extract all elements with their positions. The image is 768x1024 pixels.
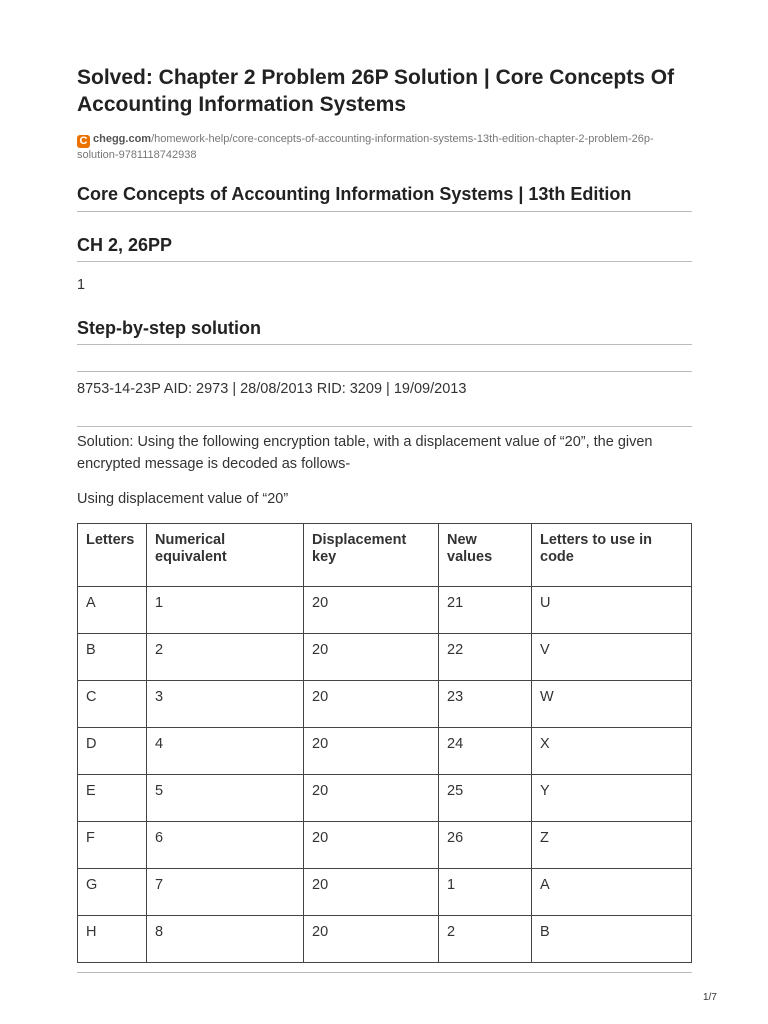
encryption-table: [77, 523, 692, 963]
divider: [77, 972, 692, 973]
table-cell: G: [78, 869, 147, 916]
source-path: /homework-help/core-concepts-of-accounting-information-systems-13th-edition-chapter-2-problem-26p-solution-9781118742938: [77, 133, 654, 161]
table-cell: 1: [439, 869, 532, 916]
divider: [77, 371, 692, 372]
table-row: [78, 775, 692, 822]
table-cell: 7: [147, 869, 304, 916]
divider: [77, 344, 692, 345]
table-cell: 2: [147, 634, 304, 681]
table-cell: C: [78, 681, 147, 728]
table-row: [78, 869, 692, 916]
table-row: [78, 587, 692, 634]
table-cell: 22: [439, 634, 532, 681]
table-cell: 1: [147, 587, 304, 634]
page-number: 1/7: [703, 992, 717, 1003]
divider: [77, 261, 692, 262]
table-cell: 20: [304, 587, 439, 634]
column-header: Letters to use in code: [532, 524, 692, 587]
table-cell: 25: [439, 775, 532, 822]
table-cell: 23: [439, 681, 532, 728]
reference-line: 8753-14-23P AID: 2973 | 28/08/2013 RID: 3209 | 19/09/2013: [77, 381, 467, 397]
solution-heading: Step-by-step solution: [77, 318, 261, 338]
column-header: New values: [439, 524, 532, 587]
book-heading: Core Concepts of Accounting Information Systems | 13th Edition: [77, 184, 632, 204]
table-row: [78, 634, 692, 681]
table-cell: 20: [304, 869, 439, 916]
table-cell: B: [78, 634, 147, 681]
table-cell: 8: [147, 916, 304, 963]
displacement-note: Using displacement value of “20”: [77, 491, 289, 507]
table-cell: W: [532, 681, 692, 728]
table-cell: 21: [439, 587, 532, 634]
table-cell: B: [532, 916, 692, 963]
table-cell: 20: [304, 681, 439, 728]
table-cell: A: [532, 869, 692, 916]
source-link[interactable]: [77, 132, 692, 162]
table-cell: 5: [147, 775, 304, 822]
chapter-heading: CH 2, 26PP: [77, 235, 173, 255]
column-header: Displacement key: [304, 524, 439, 587]
table-cell: D: [78, 728, 147, 775]
table-cell: 20: [304, 634, 439, 681]
table-cell: F: [78, 822, 147, 869]
table-cell: 4: [147, 728, 304, 775]
table-header-row: [78, 524, 692, 587]
table-cell: 6: [147, 822, 304, 869]
table-cell: E: [78, 775, 147, 822]
table-row: [78, 822, 692, 869]
problem-number: 1: [77, 277, 86, 293]
table-cell: 24: [439, 728, 532, 775]
chegg-logo-icon: C: [77, 135, 90, 148]
table-cell: 2: [439, 916, 532, 963]
column-header: Numerical equivalent: [147, 524, 304, 587]
table-row: [78, 681, 692, 728]
page-title: Solved: Chapter 2 Problem 26P Solution | Core Concepts Of Accounting Information Systems: [77, 66, 675, 116]
table-cell: U: [532, 587, 692, 634]
table-cell: X: [532, 728, 692, 775]
table-cell: Y: [532, 775, 692, 822]
table-cell: V: [532, 634, 692, 681]
table-cell: A: [78, 587, 147, 634]
table-cell: 20: [304, 822, 439, 869]
column-header: Letters: [78, 524, 147, 587]
table-row: [78, 728, 692, 775]
table-cell: 20: [304, 916, 439, 963]
table-cell: H: [78, 916, 147, 963]
table-cell: 26: [439, 822, 532, 869]
solution-text: Solution: Using the following encryption table, with a displacement value of “20”, the given encrypted message is decoded as follows-: [77, 434, 653, 472]
divider: [77, 426, 692, 427]
table-row: [78, 916, 692, 963]
table-cell: 20: [304, 775, 439, 822]
table-cell: Z: [532, 822, 692, 869]
divider: [77, 211, 692, 212]
table-cell: 20: [304, 728, 439, 775]
source-domain: chegg.com: [93, 133, 152, 145]
table-cell: 3: [147, 681, 304, 728]
